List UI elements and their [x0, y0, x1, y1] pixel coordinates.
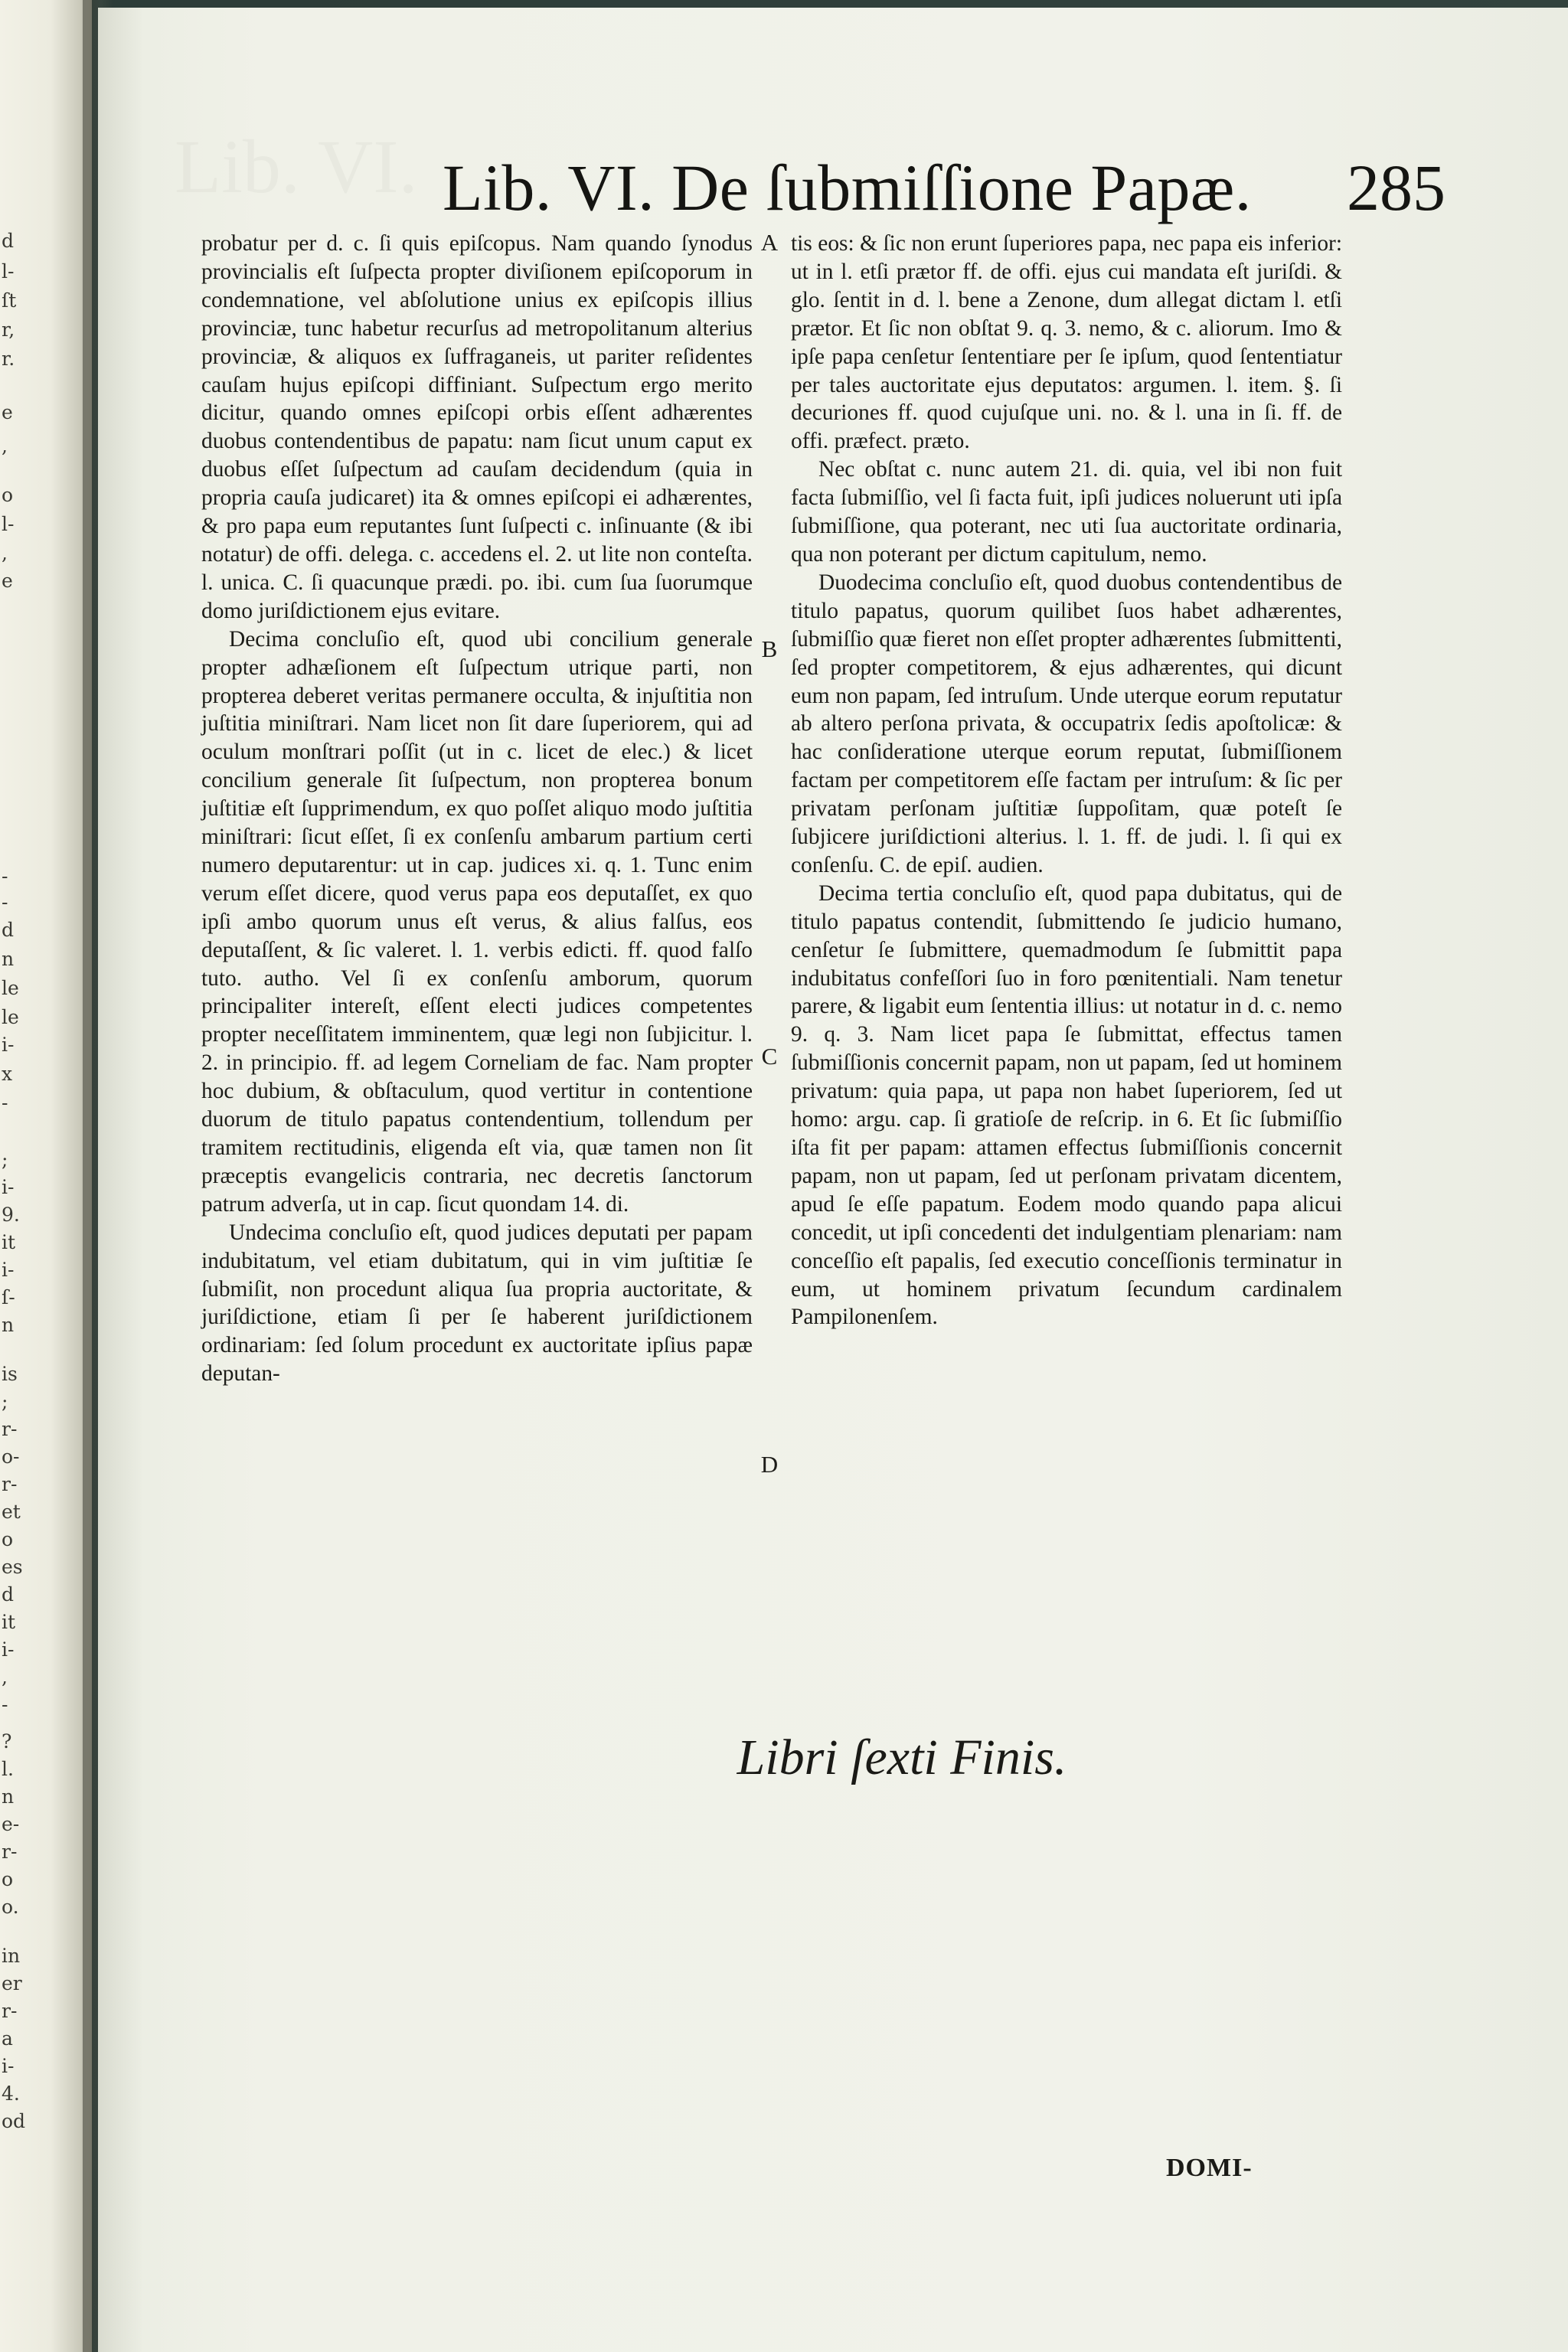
margin-letter-a: A	[760, 229, 779, 256]
previous-page-edge: d l- ſt r, r. e , o l- , e - - d n le le i- x - ; i- 9. it i- ſ- n is ; r- o- r- et o es d it i- , - ? l. n e- r- o o. in er r- a i- 4. od	[0, 0, 92, 2352]
catchword: DOMI-	[1166, 2154, 1253, 2182]
show-through-ghost: Lib. VI.	[175, 124, 418, 209]
margin-letter-d: D	[760, 1451, 779, 1478]
margin-letter-c: C	[761, 1043, 778, 1070]
paragraph: tis eos: & ſic non erunt ſuperiores papa, nec papa eis inferior: ut in l. etſi prætor ff. de offi. ejus cui mandata eſt juriſdi. & glo. ſentit in d. l. bene a Zenone, dum allegat dictam l. etſi prætor. Et ſic non obſtat 9. q. 3. nemo, & c. aliorum. Imo & ipſe papa cenſetur ſententiare per ſe ipſum, quod ſententiatur per tales auctoritate ejus deputatos: argumen. l. item. §. ſi decuriones ff. quod cujuſque uni. no. & l. una in ſi. ff. de offi. præfect. præto.	[791, 231, 1342, 454]
paragraph: Nec obſtat c. nunc autem 21. di. quia, vel ibi non fuit facta ſubmiſſio, vel ſi facta fuit, ipſi judices noluerunt uti ipſa ſubmiſſione, qua poterant, nec uti ſua auctoritate ordinaria, qua non poterant per dictum capitulum, nemo.	[791, 457, 1342, 567]
running-head	[343, 145, 1446, 230]
book-end-title: Libri ſexti Finis.	[737, 1730, 1067, 1785]
paragraph: Decima tertia concluſio eſt, quod papa dubitatus, qui de titulo papatus contendit, ſubmittendo ſe judicio humano, cenſetur ſe ſubmittere, quemadmodum ſe ſubmittit papa indubitatus confeſſori ſuo in foro pœnitentiali. Nam tenetur parere, & ligabit eum ſententia illius: ut notatur in d. c. nemo 9. q. 3. Nam licet papa ſe ſubmittat, effectus tamen ſubmiſſionis concernit papam, non ut papam, ſed ut hominem privatum: quia papa, ut papa non habet ſuperiorem, ſed ut homo: argu. cap. ſi gratioſe de reſcrip. in 6. Et ſic ſubmiſſio iſta fit per papam: attamen effectus ſubmiſſionis concernit papam, non ut papam, ſed ut perſonam privatam dicentem, apud ſe eſſe papatum. Eodem modo quando papa alicui concedit, ut ipſi concedenti det indulgentiam plenariam: nam conceſſio eſt papalis, ſed executio conceſſionis terminatur in eum, ut hominem privatum ſecundum cardinalem Pampilonenſem.	[791, 880, 1342, 1330]
paragraph: Duodecima concluſio eſt, quod duobus contendentibus de titulo papatus, quorum quilibet ſuos habet adhærentes, ſubmiſſio quæ fieret non eſſet propter adhærentes ſubmittenti, ſed propter competitorem, & ejus adhærentes, qui dicunt eum non papam, ſed intruſum. Unde uterque eorum reputatur ab altero perſona privata, & occupatrix ſedis apoſtolicæ: & hac conſideratione uterque eorum reputat, ſubmiſſionem factam per competitorem eſſe factam per intruſum: & ſic per privatam perſonam juſtitiæ ſuppoſitam, quæ poteſt ſe ſubjicere juriſdictioni alterius. l. 1. ff. de judi. l. ſi qui ex conſenſu. C. de epiſ. audien.	[791, 570, 1342, 877]
paragraph: Decima concluſio eſt, quod ubi concilium generale propter adhæſionem eſt ſuſpectum utrique parti, non propterea deberet veritas permanere occulta, & injuſtitia non juſtitia miniſtrari. Nam licet non ſit dare ſuperiorem, qui ad oculum monſtrari poſſit (ut in c. licet de elec.) & licet concilium generale ſit ſuſpectum, non propterea bonum juſtitiæ eſt ſupprimendum, ex quo poſſet aliquo modo juſtitia miniſtrari: ſicut eſſet, ſi ex conſenſu ambarum partium certi numero deputarentur: ut in cap. judices xi. q. 1. Tunc enim verum eſſet dicere, quod verus papa eos deputaſſet, ex quo ipſi ambo quorum unus eſt verus, & alius falſus, eos deputaſſent, & ſic valeret. l. 1. verbis edicti. ff. quod falſo tuto. autho. Vel ſi ex conſenſu amborum, quorum principaliter intereſt, eſſent electi judices competentes propter neceſſitatem imminentem, quæ legi non ſubjicitur. l. 2. in principio. ff. ad legem Corneliam de fac. Nam propter hoc dubium, & obſtaculum, quod vertitur in contentione duorum de titulo papatus contendentium, tollendum per tramitem rectitudinis, eligenda eſt via, quæ tamen non ſit præceptis evangelicis contraria, nec decretis ſanctorum patrum adverſa, ut in cap. ſicut quondam 14. di.	[201, 626, 753, 1217]
page-title: Lib. VI. De ſubmiſſione Papæ.	[443, 151, 1252, 224]
paragraph: probatur per d. c. ſi quis epiſcopus. Nam quando ſynodus provincialis eſt ſuſpecta propter diviſionem epiſcoporum in condemnatione, vel abſolutione unius ex epiſcopis illius provinciæ, tunc habetur recurſus ad metropolitanum alterius provinciæ, & aliquos ex ſuffraganeis, ut pariter reſidentes cauſam hujus epiſcopi diffiniant. Suſpectum ergo merito dicitur, quando omnes epiſcopi orbis eſſent adhærentes duobus contendentibus de papatu: nam ſicut unum caput ex duobus eſſet ſuſpectum ad cauſam decidendum (quia in propria cauſa judicaret) ita & omnes epiſcopi ei adhærentes, & pro papa eum reputantes ſunt ſuſpecti c. inſinuante (& ibi notatur) de offi. delega. c. accedens el. 2. ut lite non conteſta. l. unica. C. ſi quacunque prædi. po. ibi. cum ſua ſuorumque domo juriſdictionem ejus evitare.	[201, 231, 753, 623]
paragraph: Undecima concluſio eſt, quod judices deputati per papam indubitatum, vel etiam dubitatum, qui in vim juſtitiæ ſe ſubmiſit, non procedunt aliqua ſua propria auctoritate, & juriſdictione, etiam ſi per ſe haberent juriſdictionem ordinariam: ſed ſolum procedunt ex auctoritate ipſius papæ deputan-	[201, 1220, 753, 1387]
page-number: 285	[1347, 151, 1446, 224]
left-column	[201, 230, 753, 1388]
book-page	[98, 8, 1568, 2352]
right-column	[791, 230, 1342, 1331]
margin-letter-b: B	[761, 635, 778, 662]
